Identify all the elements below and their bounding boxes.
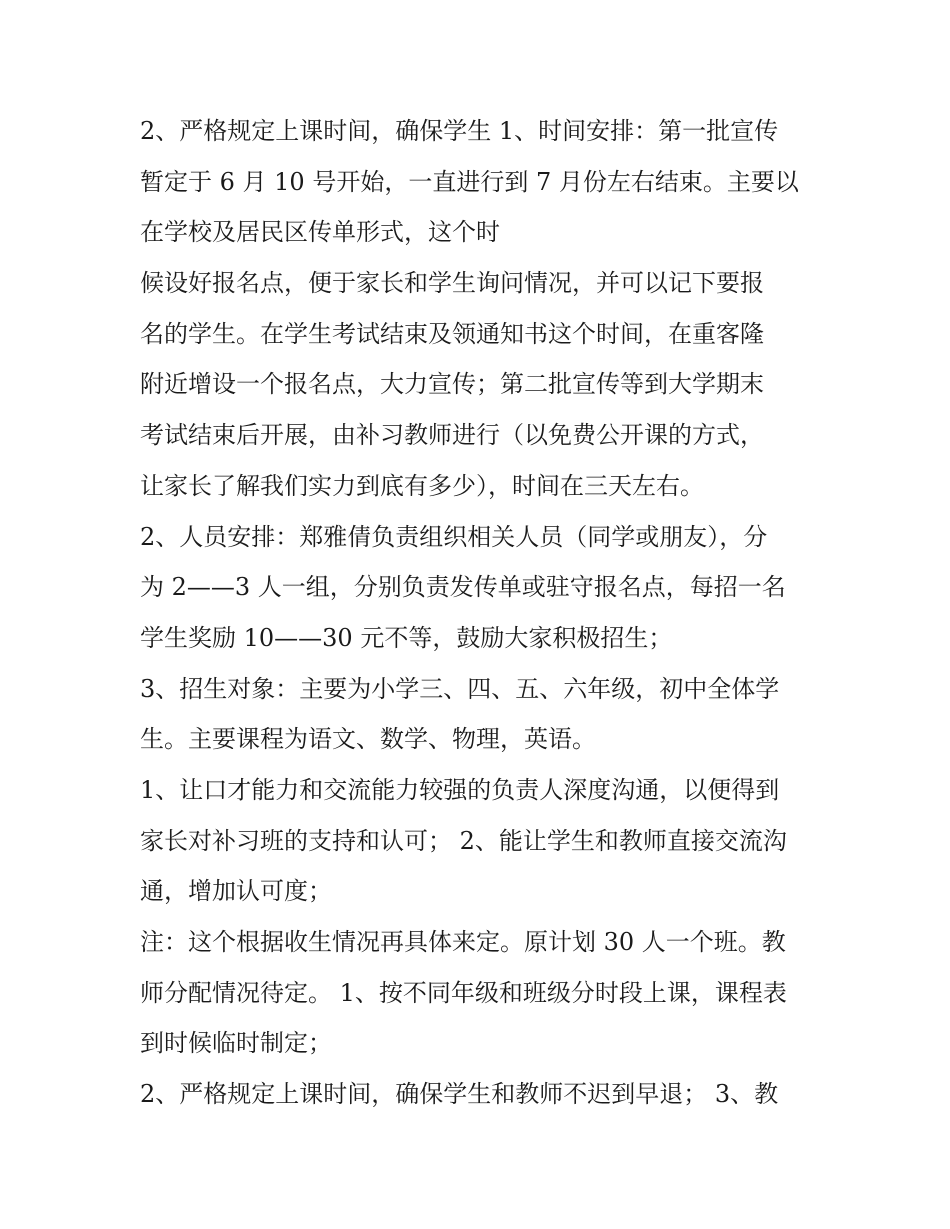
text-line: 2、严格规定上课时间，确保学生和教师不迟到早退； 3、教 — [140, 1080, 779, 1109]
text-line: 注：这个根据收生情况再具体来定。原计划 30 人一个班。教 — [140, 928, 786, 956]
text-line: 附近增设一个报名点，大力宣传；第二批宣传等到大学期末 — [140, 370, 764, 399]
text-line: 家长对补习班的支持和认可； 2、能让学生和教师直接交流沟 — [140, 826, 787, 855]
text-line: 3、招生对象：主要为小学三、四、五、六年级，初中全体学 — [140, 674, 780, 703]
text-line: 到时候临时制定； — [140, 1029, 332, 1058]
text-line: 在学校及居民区传单形式，这个时 — [140, 218, 500, 247]
text-line: 2、人员安排：郑雅倩负责组织相关人员（同学或朋友），分 — [140, 522, 768, 551]
text-line: 考试结束后开展，由补习教师进行（以免费公开课的方式， — [140, 421, 764, 450]
text-line: 通，增加认可度； — [140, 877, 332, 906]
text-line: 让家长了解我们实力到底有多少），时间在三天左右。 — [140, 471, 704, 500]
text-line: 1、让口才能力和交流能力较强的负责人深度沟通，以便得到 — [140, 775, 780, 804]
text-line: 暂定于 6 月 10 号开始，一直进行到 7 月份左右结束。主要以 — [140, 167, 799, 196]
text-line: 候设好报名点，便于家长和学生询问情况，并可以记下要报 — [140, 269, 764, 298]
text-line: 生。主要课程为语文、数学、物理，英语。 — [140, 725, 596, 754]
text-line: 为 2——3 人一组，分别负责发传单或驻守报名点，每招一名 — [140, 573, 786, 602]
text-line: 2、严格规定上课时间，确保学生 1、时间安排：第一批宣传 — [140, 117, 779, 145]
document-body — [140, 106, 820, 1120]
text-line: 师分配情况待定。 1、按不同年级和班级分时段上课，课程表 — [140, 978, 787, 1007]
text-line: 学生奖励 10——30 元不等，鼓励大家积极招生； — [140, 623, 673, 652]
text-line: 名的学生。在学生考试结束及领通知书这个时间，在重客隆 — [140, 319, 764, 348]
